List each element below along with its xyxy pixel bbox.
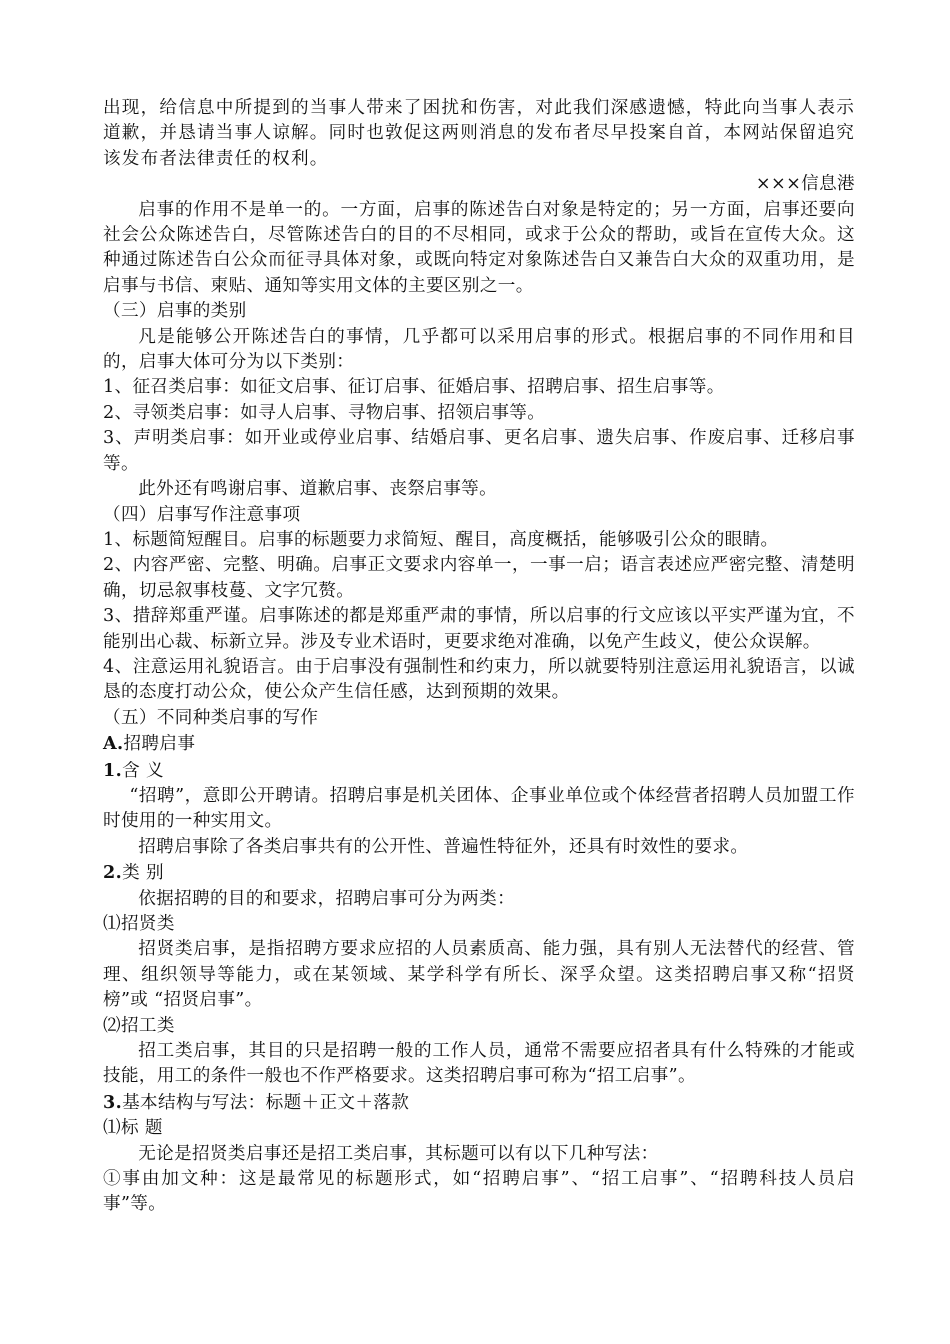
- list-heading-talent: ⑴招贤类: [103, 914, 175, 934]
- signature-line: ×××信息港: [755, 174, 855, 195]
- paragraph-categories-intro: 凡是能够公开陈述告白的事情，几乎都可以采用启事的形式。根据启事的不同作用和目的，启事大体可分为以下类别：: [103, 326, 855, 373]
- list-heading-workers: ⑵招工类: [103, 1015, 175, 1036]
- subheading-meaning: [103, 758, 855, 784]
- subheading-recruitment: [103, 731, 855, 757]
- paragraph-workers: 招工类启事，其目的只是招聘一般的工作人员，通常不需要应招者具有什么特殊的才能或技能，用工的条件一般也不作严格要求。这类招聘启事可称为“招工启事”。: [103, 1041, 855, 1087]
- subheading-prefix: 1.: [103, 759, 123, 781]
- list-item-category-1: 1、征召类启事：如征文启事、征订启事、征婚启事、招聘启事、招生启事等。: [103, 377, 725, 398]
- subheading-prefix: 2.: [103, 862, 123, 884]
- paragraph-function: 启事的作用不是单一的。一方面，启事的陈述告白对象是特定的；另一方面，启事还要向社会公众陈述告白，尽管陈述告白的目的不尽相同，或求于公众的帮助，或旨在宣传大众。这种通过陈述告白公众而征寻具体对象，或既向特定对象陈述告白又兼告白大众的双重功用，是启事与书信、柬贴、通知等实用文体的主要区别之一。: [103, 199, 855, 296]
- subheading-structure: [103, 1090, 855, 1116]
- paragraph-talent: 招贤类启事，是指招聘方要求应招的人员素质高、能力强，具有别人无法替代的经营、管理、组织领导等能力，或在某领域、某学科学有所长、深孚众望。这类招聘启事又称“招贤榜”或 “招贤启事”。: [103, 939, 855, 1011]
- list-item-note-1: 1、标题简短醒目。启事的标题要力求简短、醒目，高度概括，能够吸引公众的眼睛。: [103, 529, 779, 550]
- subheading-text: 类 别: [122, 863, 164, 884]
- list-heading-title: ⑴标 题: [103, 1118, 163, 1139]
- list-item-note-4: 4、注意运用礼貌语言。由于启事没有强制性和约束力，所以就要特别注意运用礼貌语言，以诚恳的态度打动公众，使公众产生信任感，达到预期的效果。: [103, 656, 855, 703]
- subheading-text: 基本结构与写法：标题＋正文＋落款: [122, 1092, 410, 1113]
- paragraph-apology-continuation: 出现，给信息中所提到的当事人带来了困扰和伤害，对此我们深感遗憾，特此向当事人表示道歉，并恳请当事人谅解。同时也敦促这两则消息的发布者尽早投案自首，本网站保留追究该发布者法律责任的权利。: [103, 98, 855, 169]
- section-heading-writing: （五）不同种类启事的写作: [103, 707, 319, 728]
- list-item-title-form-1: ①事由加文种：这是最常见的标题形式，如“招聘启事”、“招工启事”、“招聘科技人员启事”等。: [103, 1169, 855, 1215]
- paragraph-timeliness: 招聘启事除了各类启事共有的公开性、普遍性特征外，还具有时效性的要求。: [138, 836, 749, 857]
- list-item-category-2: 2、寻领类启事：如寻人启事、寻物启事、招领启事等。: [103, 402, 546, 423]
- subheading-text: 含 义: [122, 760, 164, 781]
- section-heading-categories: （三）启事的类别: [103, 301, 247, 322]
- subheading-prefix: 3.: [103, 1091, 123, 1113]
- paragraph-title-intro: 无论是招贤类启事还是招工类启事，其标题可以有以下几种写法：: [138, 1143, 659, 1164]
- paragraph-other-categories: 此外还有鸣谢启事、道歉启事、丧祭启事等。: [138, 479, 498, 500]
- section-heading-notes: （四）启事写作注意事项: [103, 504, 301, 525]
- list-item-note-3: 3、措辞郑重严谨。启事陈述的都是郑重严肃的事情，所以启事的行文应该以平实严谨为宜，不能别出心裁、标新立异。涉及专业术语时，更要求绝对准确，以免产生歧义，使公众误解。: [103, 606, 855, 652]
- document-page: [103, 96, 855, 1218]
- subheading-types: [103, 860, 855, 886]
- list-item-note-2: 2、内容严密、完整、明确。启事正文要求内容单一，一事一启；语言表述应严密完整、清楚明确，切忌叙事枝蔓、文字冗赘。: [103, 555, 855, 601]
- paragraph-meaning: “招聘”，意即公开聘请。招聘启事是机关团体、企事业单位或个体经营者招聘人员加盟工作时使用的一种实用文。: [103, 785, 855, 832]
- list-item-category-3: 3、声明类启事：如开业或停业启事、结婚启事、更名启事、遗失启事、作废启事、迁移启事等。: [103, 428, 855, 474]
- subheading-prefix: A.: [103, 733, 124, 755]
- subheading-text: 招聘启事: [123, 734, 196, 755]
- paragraph-types-intro: 依据招聘的目的和要求，招聘启事可分为两类：: [138, 888, 516, 909]
